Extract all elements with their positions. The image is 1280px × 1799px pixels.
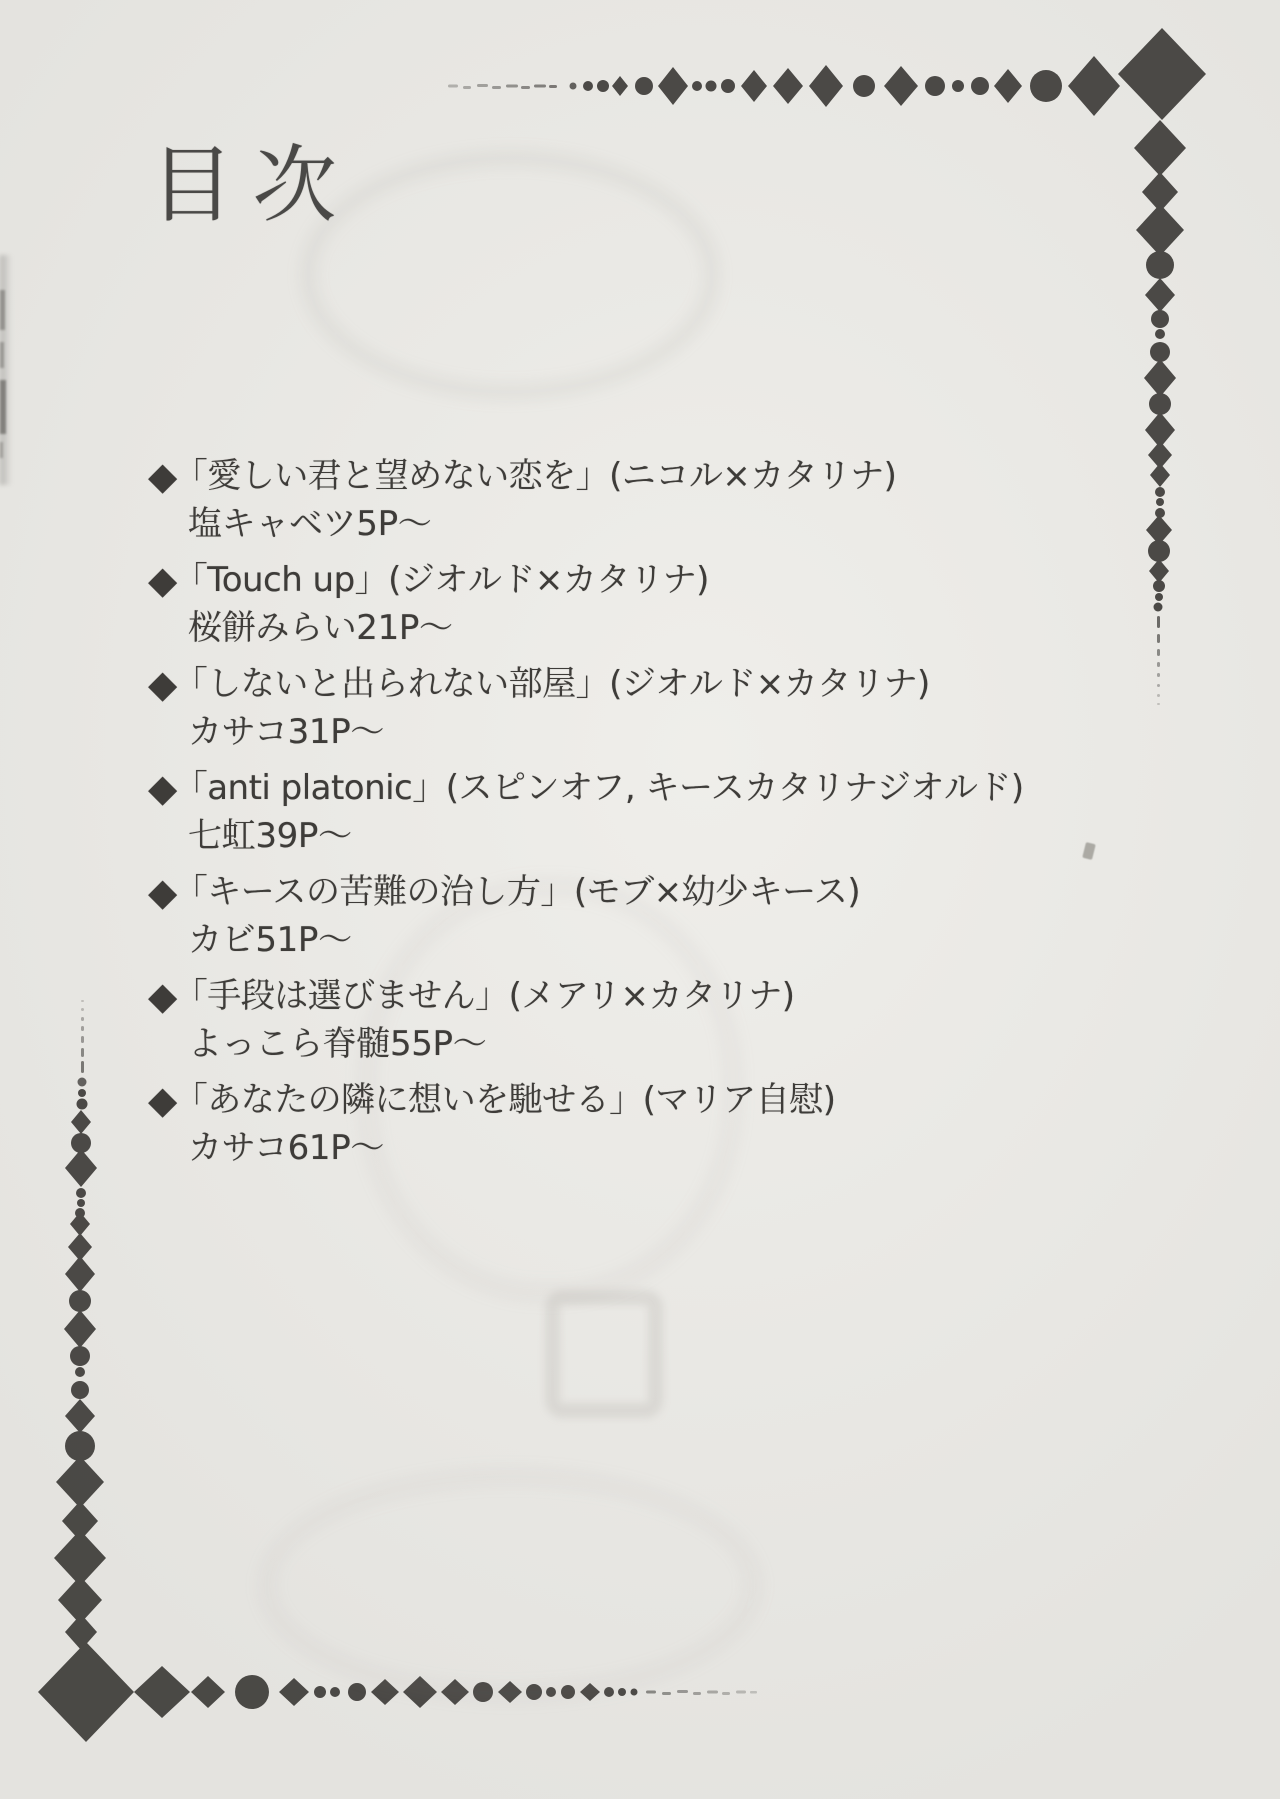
toc-entry-title-line [148,764,1168,812]
toc-entry-title-line [148,1076,1168,1124]
toc-entry-credit: 桜餅みらい21P～ [188,608,453,648]
toc-entry-heading: 「あなたの隣に想いを馳せる」(マリア自慰) [173,1080,836,1120]
toc-entry-title-line [148,660,1168,708]
toc-entry [148,660,1168,756]
toc-entry-credit: よっこら脊髄55P～ [188,1024,487,1064]
toc-entry-credit: カサコ61P～ [188,1128,385,1168]
toc-entry-credit: 七虹39P～ [188,816,352,856]
toc-entry-heading: 「手段は選びません」(メアリ×カタリナ) [173,976,795,1016]
toc-entry [148,972,1168,1068]
toc-entry [148,556,1168,652]
diamond-bullet-icon: ◆ [148,662,177,706]
toc-entry [148,868,1168,964]
toc-entry-credit: カビ51P～ [188,920,352,960]
toc-entry-heading: 「Touch up」(ジオルド×カタリナ) [173,560,709,600]
table-of-contents [148,452,1168,1180]
toc-entry-title-line [148,972,1168,1020]
toc-entry [148,1076,1168,1172]
toc-entry-heading: 「愛しい君と望めない恋を」(ニコル×カタリナ) [173,456,897,496]
diamond-bullet-icon: ◆ [148,1078,177,1122]
toc-entry-heading: 「しないと出られない部屋」(ジオルド×カタリナ) [173,664,930,704]
diamond-bullet-icon: ◆ [148,558,177,602]
toc-entry [148,452,1168,548]
diamond-bullet-icon: ◆ [148,870,177,914]
toc-entry-title-line [148,868,1168,916]
diamond-bullet-icon: ◆ [148,454,177,498]
page-title: 目次 [150,140,355,233]
toc-entry-credit: 塩キャベツ5P～ [188,504,432,544]
toc-entry [148,764,1168,860]
toc-entry-heading: 「キースの苦難の治し方」(モブ×幼少キース) [173,872,861,912]
toc-entry-heading: 「anti platonic」(スピンオフ, キースカタリナジオルド) [173,768,1024,808]
toc-entry-title-line [148,452,1168,500]
diamond-bullet-icon: ◆ [148,974,177,1018]
toc-entry-credit: カサコ31P～ [188,712,385,752]
toc-entry-title-line [148,556,1168,604]
diamond-bullet-icon: ◆ [148,766,177,810]
